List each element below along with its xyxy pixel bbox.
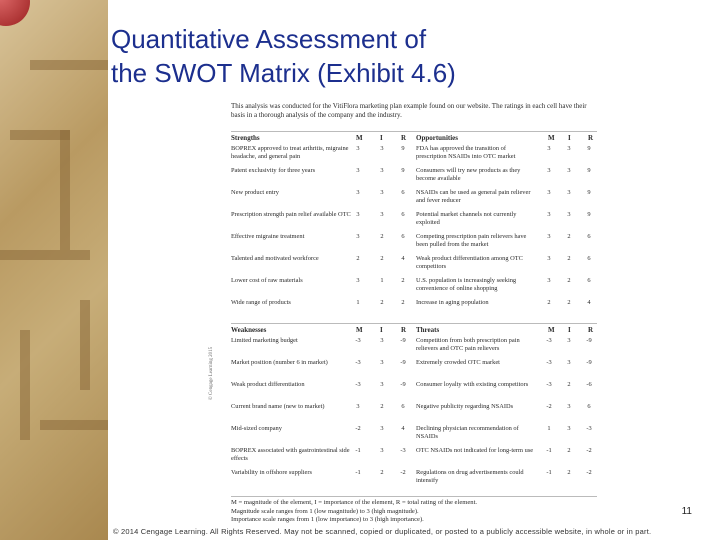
- left-i-value: 3: [380, 337, 384, 344]
- note-line: M = magnitude of the element, I = importance of the element, R = total rating of the element.: [231, 499, 478, 506]
- right-item-text: Declining physician recommendation of NSAIDs: [416, 425, 519, 440]
- left-item-text: Prescription strength pain relief available OTC: [231, 211, 351, 218]
- maze-wall: [20, 330, 30, 440]
- left-i-value: 1: [380, 277, 384, 284]
- left-r-value: 4: [401, 425, 405, 432]
- right-i-value: 2: [567, 469, 571, 476]
- left-item-text: Talented and motivated workforce: [231, 255, 319, 262]
- left-m-value: 3: [356, 211, 360, 218]
- right-m-value: -1: [546, 447, 552, 454]
- right-r-value: 6: [587, 255, 591, 262]
- right-item-text: OTC NSAIDs not indicated for long-term use: [416, 447, 534, 454]
- left-item-text: Mid-sized company: [231, 425, 282, 432]
- left-item-text: Weak product differentiation: [231, 381, 305, 388]
- maze-background-image: [0, 0, 108, 540]
- right-i-value: 3: [567, 337, 571, 344]
- right-r-value: 4: [587, 299, 591, 306]
- right-m-value: -1: [546, 469, 552, 476]
- table-rule: [231, 131, 597, 132]
- right-m-value: 3: [547, 167, 551, 174]
- left-i-value: 2: [380, 255, 384, 262]
- right-r-value: -2: [586, 469, 592, 476]
- left-item-text: Variability in offshore suppliers: [231, 469, 312, 476]
- col-i-header: I: [380, 134, 383, 142]
- left-m-value: 3: [356, 189, 360, 196]
- right-m-value: 2: [547, 299, 551, 306]
- strengths-header: Strengths: [231, 134, 260, 142]
- col-m-header: M: [356, 134, 363, 142]
- page-number: 11: [681, 506, 692, 517]
- right-r-value: -3: [586, 425, 592, 432]
- left-item-text: Market position (number 6 in market): [231, 359, 328, 366]
- red-ball-decoration: [0, 0, 30, 26]
- left-m-value: 3: [356, 403, 360, 410]
- left-r-value: 2: [401, 299, 405, 306]
- right-m-value: -2: [546, 403, 552, 410]
- left-m-value: -2: [355, 425, 361, 432]
- table-rule: [231, 323, 597, 324]
- right-m-value: 3: [547, 145, 551, 152]
- left-r-value: -9: [400, 359, 406, 366]
- col-m-header: M: [356, 326, 363, 334]
- left-i-value: 2: [380, 233, 384, 240]
- right-i-value: 2: [567, 233, 571, 240]
- left-m-value: -1: [355, 469, 361, 476]
- right-item-text: Regulations on drug advertisements could intensify: [416, 469, 524, 484]
- maze-wall: [80, 300, 90, 390]
- left-item-text: Patent exclusivity for three years: [231, 167, 316, 174]
- col-i-header: I: [380, 326, 383, 334]
- note-line: Magnitude scale ranges from 1 (low magnitude) to 3 (high magnitude).: [231, 507, 419, 515]
- right-item-text: Extremely crowded OTC market: [416, 359, 500, 366]
- left-r-value: 6: [401, 211, 405, 218]
- left-m-value: 3: [356, 167, 360, 174]
- left-m-value: 3: [356, 233, 360, 240]
- right-item-text: Competition from both prescription pain relievers and OTC pain relievers: [416, 337, 520, 352]
- left-item-text: BOPREX associated with gastrointestinal side effects: [231, 447, 350, 462]
- left-i-value: 3: [380, 425, 384, 432]
- note-line: Importance scale ranges from 1 (low importance) to 3 (high importance).: [231, 516, 424, 524]
- left-m-value: -3: [355, 381, 361, 388]
- right-r-value: 9: [587, 145, 591, 152]
- slide-title: [111, 22, 581, 90]
- left-r-value: 2: [401, 277, 405, 284]
- col-r-header: R: [588, 134, 594, 142]
- maze-wall: [0, 250, 90, 260]
- left-m-value: -3: [355, 337, 361, 344]
- exhibit-intro: This analysis was conducted for the VitiFlora marketing plan example found on our website. The ratings in each cell have their basis in a thorough analysis of the company and the industry.: [231, 102, 587, 119]
- left-i-value: 3: [380, 189, 384, 196]
- threats-header: Threats: [416, 326, 440, 334]
- col-i-header: I: [568, 326, 571, 334]
- left-r-value: -2: [400, 469, 406, 476]
- right-item-text: NSAIDs can be used as general pain reliever and fever reducer: [416, 189, 531, 204]
- left-i-value: 3: [380, 447, 384, 454]
- left-r-value: 9: [401, 167, 405, 174]
- left-m-value: 3: [356, 277, 360, 284]
- right-i-value: 3: [567, 145, 571, 152]
- right-r-value: -2: [586, 447, 592, 454]
- right-item-text: U.S. population is increasingly seeking convenience of online shopping: [416, 277, 517, 292]
- right-i-value: 2: [567, 381, 571, 388]
- right-i-value: 2: [567, 255, 571, 262]
- right-m-value: 3: [547, 277, 551, 284]
- right-r-value: 9: [587, 189, 591, 196]
- right-i-value: 3: [567, 403, 571, 410]
- right-i-value: 3: [567, 425, 571, 432]
- col-i-header: I: [568, 134, 571, 142]
- left-i-value: 3: [380, 381, 384, 388]
- left-item-text: New product entry: [231, 189, 279, 196]
- left-i-value: 3: [380, 145, 384, 152]
- left-i-value: 2: [380, 403, 384, 410]
- left-r-value: -9: [400, 337, 406, 344]
- right-m-value: -3: [546, 359, 552, 366]
- left-m-value: 2: [356, 255, 360, 262]
- copyright-footer: © 2014 Cengage Learning. All Rights Reserved. May not be scanned, copied or duplicated, or posted to a publicly accessible website, in whole or in part.: [113, 527, 652, 536]
- right-m-value: 3: [547, 211, 551, 218]
- col-m-header: M: [548, 134, 555, 142]
- left-item-text: Current brand name (new to market): [231, 403, 325, 410]
- left-r-value: -3: [400, 447, 406, 454]
- right-item-text: Potential market channels not currently exploited: [416, 211, 517, 226]
- col-m-header: M: [548, 326, 555, 334]
- maze-wall: [30, 60, 108, 70]
- left-r-value: 6: [401, 403, 405, 410]
- right-r-value: -6: [586, 381, 592, 388]
- right-r-value: -9: [586, 359, 592, 366]
- photo-credit: © Cengage Learning 2015: [209, 346, 214, 400]
- right-r-value: 6: [587, 403, 591, 410]
- left-i-value: 3: [380, 359, 384, 366]
- left-m-value: -3: [355, 359, 361, 366]
- left-r-value: 4: [401, 255, 405, 262]
- left-i-value: 3: [380, 167, 384, 174]
- left-i-value: 3: [380, 211, 384, 218]
- right-m-value: 3: [547, 255, 551, 262]
- col-r-header: R: [401, 134, 407, 142]
- left-r-value: 9: [401, 145, 405, 152]
- right-r-value: 6: [587, 233, 591, 240]
- maze-wall: [60, 130, 70, 250]
- left-item-text: Effective migraine treatment: [231, 233, 305, 240]
- right-m-value: 3: [547, 233, 551, 240]
- right-r-value: 6: [587, 277, 591, 284]
- right-i-value: 2: [567, 277, 571, 284]
- left-r-value: 6: [401, 189, 405, 196]
- swot-exhibit-table: [209, 100, 601, 532]
- left-r-value: -9: [400, 381, 406, 388]
- right-item-text: FDA has approved the transition of prescription NSAIDs into OTC market: [416, 145, 516, 160]
- weaknesses-header: Weaknesses: [231, 326, 267, 334]
- right-item-text: Consumers will try new products as they become available: [416, 167, 521, 182]
- table-rule: [231, 496, 597, 497]
- right-item-text: Increase in aging population: [416, 299, 489, 306]
- right-i-value: 2: [567, 299, 571, 306]
- left-item-text: Lower cost of raw materials: [231, 277, 303, 284]
- col-r-header: R: [588, 326, 594, 334]
- right-r-value: -9: [586, 337, 592, 344]
- right-i-value: 3: [567, 167, 571, 174]
- right-item-text: Negative publicity regarding NSAIDs: [416, 403, 514, 410]
- left-item-text: Limited marketing budget: [231, 337, 298, 344]
- right-item-text: Weak product differentiation among OTC competitors: [416, 255, 523, 270]
- title-line-1: Quantitative Assessment of: [111, 24, 427, 54]
- right-m-value: -3: [546, 381, 552, 388]
- left-item-text: Wide range of products: [231, 299, 291, 306]
- right-i-value: 3: [567, 211, 571, 218]
- exhibit-notes: [231, 499, 591, 525]
- right-item-text: Competing prescription pain relievers have been pulled from the market: [416, 233, 527, 248]
- right-m-value: 1: [547, 425, 551, 432]
- right-i-value: 3: [567, 189, 571, 196]
- right-item-text: Consumer loyalty with existing competitors: [416, 381, 529, 388]
- left-m-value: -1: [355, 447, 361, 454]
- left-m-value: 1: [356, 299, 360, 306]
- col-r-header: R: [401, 326, 407, 334]
- maze-wall: [40, 420, 108, 430]
- right-i-value: 2: [567, 447, 571, 454]
- right-r-value: 9: [587, 211, 591, 218]
- title-line-2: the SWOT Matrix (Exhibit 4.6): [111, 58, 456, 88]
- right-m-value: 3: [547, 189, 551, 196]
- right-i-value: 3: [567, 359, 571, 366]
- left-i-value: 2: [380, 299, 384, 306]
- right-m-value: -3: [546, 337, 552, 344]
- right-r-value: 9: [587, 167, 591, 174]
- left-r-value: 6: [401, 233, 405, 240]
- opportunities-header: Opportunities: [416, 134, 459, 142]
- left-m-value: 3: [356, 145, 360, 152]
- left-item-text: BOPREX approved to treat arthritis, migraine headache, and general pain: [231, 145, 349, 160]
- left-i-value: 2: [380, 469, 384, 476]
